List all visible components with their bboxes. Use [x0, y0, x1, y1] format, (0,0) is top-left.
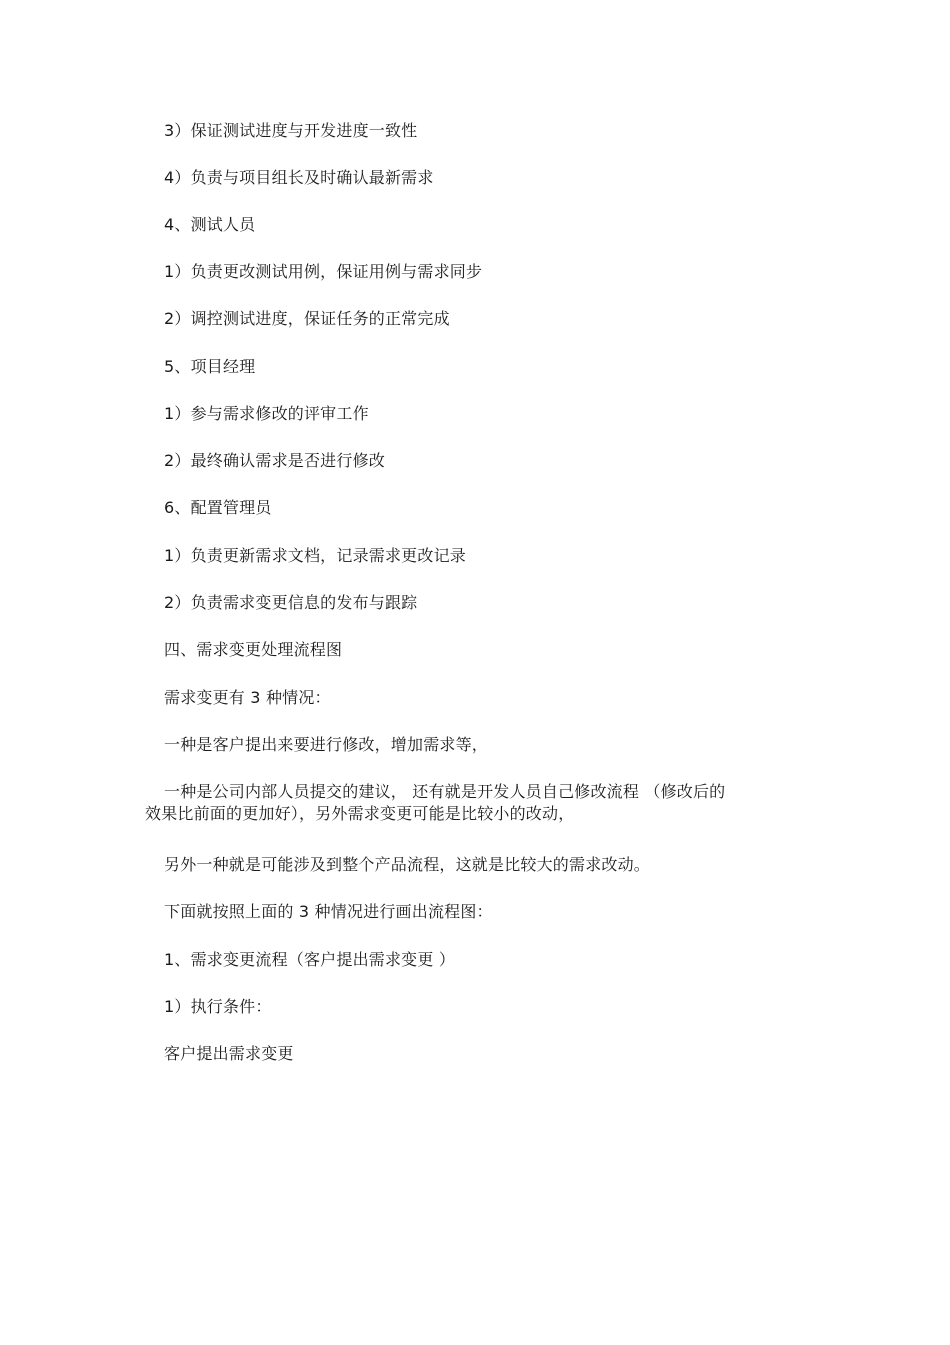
section-heading: 4、测试人员 — [164, 215, 256, 234]
text-line: 1）负责更改测试用例，保证用例与需求同步 — [164, 262, 483, 281]
text-line: 1）执行条件： — [164, 997, 272, 1016]
section-heading: 5、项目经理 — [164, 357, 256, 376]
text-line: 另外一种就是可能涉及到整个产品流程，这就是比较大的需求改动。 — [164, 855, 651, 874]
paragraph-line: 一种是公司内部人员提交的建议， 还有就是开发人员自己修改流程 （修改后的 — [164, 782, 726, 801]
text-line: 1）参与需求修改的评审工作 — [164, 404, 369, 423]
text-line: 4）负责与项目组长及时确认最新需求 — [164, 168, 434, 187]
text-line: 一种是客户提出来要进行修改，增加需求等， — [164, 735, 489, 754]
section-heading: 四、需求变更处理流程图 — [164, 640, 343, 659]
text-line: 2）最终确认需求是否进行修改 — [164, 451, 385, 470]
text-line: 客户提出需求变更 — [164, 1044, 294, 1063]
text-line: 2）调控测试进度，保证任务的正常完成 — [164, 309, 450, 328]
paragraph-line: 效果比前面的更加好），另外需求变更可能是比较小的改动， — [145, 804, 575, 823]
text-line: 下面就按照上面的 3 种情况进行画出流程图： — [164, 902, 493, 921]
text-line: 需求变更有 3 种情况： — [164, 688, 331, 707]
section-heading: 1、需求变更流程（客户提出需求变更 ） — [164, 950, 456, 969]
text-line: 1）负责更新需求文档，记录需求更改记录 — [164, 546, 466, 565]
text-line: 3）保证测试进度与开发进度一致性 — [164, 121, 418, 140]
section-heading: 6、配置管理员 — [164, 498, 272, 517]
paragraph — [145, 781, 805, 825]
text-line: 2）负责需求变更信息的发布与跟踪 — [164, 593, 418, 612]
